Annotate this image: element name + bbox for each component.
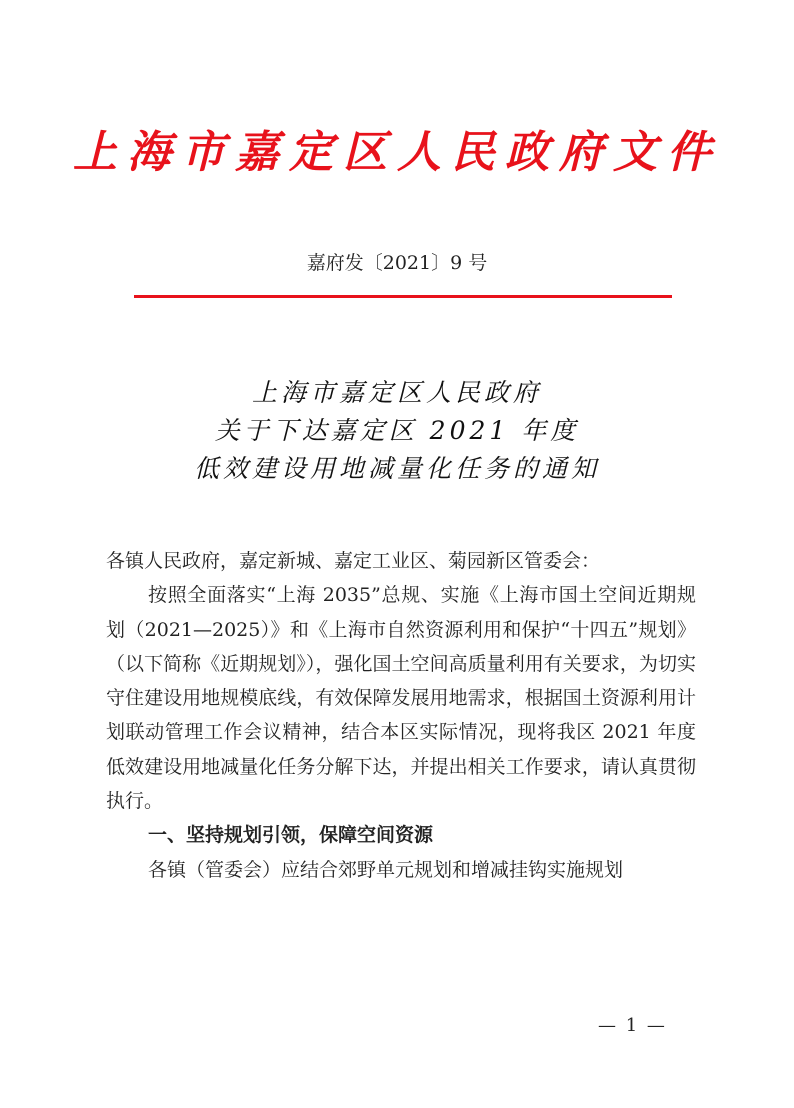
document-number: 嘉府发〔2021〕9 号 [306,252,488,274]
salutation: 各镇人民政府，嘉定新城、嘉定工业区、菊园新区管委会： [106,550,601,572]
paragraph-intro: 按照全面落实“上海 2035”总规、实施《上海市国土空间近期规划（2021—2025）》和《上海市自然资源利用和保护“十四五”规划》（以下简称《近期规划》），强化国土空间高质量利用有关要求，为切实守住建设用地规模底线，有效保障发展用地需求，根据国土资源利用计划联动管理工作会议精神，结合本区实际情况，现将我区 2021 年度低效建设用地减量化任务分解下达，并提出相关工作要求，请认真贯彻执行。 [106,584,696,813]
document-body [106,544,696,887]
notice-title [0,374,794,488]
red-divider-line [134,295,672,298]
title-line-3: 低效建设用地减量化任务的通知 [193,454,600,483]
title-line-1: 上海市嘉定区人民政府 [251,378,542,407]
paragraph-section-1: 各镇（管委会）应结合郊野单元规划和增减挂钩实施规划 [148,858,624,881]
page-number: — 1 — [598,1015,667,1036]
section-heading-1: 一、坚持规划引领，保障空间资源 [148,824,434,847]
title-line-2: 关于下达嘉定区 2021 年度 [214,416,580,445]
masthead-title: 上海市嘉定区人民政府文件 [73,127,721,178]
